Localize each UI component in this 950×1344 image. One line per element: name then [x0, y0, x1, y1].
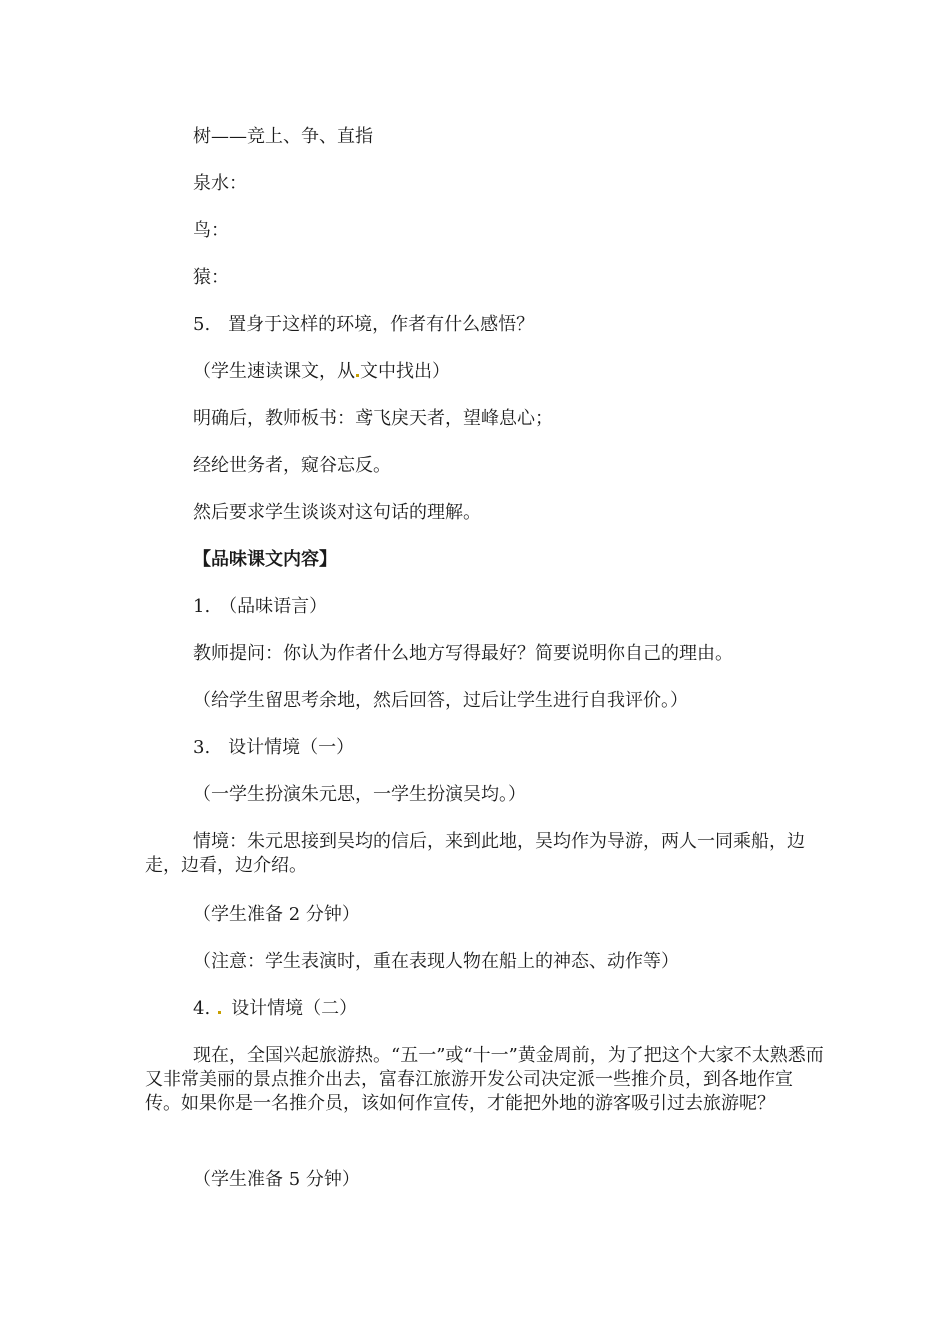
scenario-1-paragraph: 情境：朱元思接到吴均的信后，来到此地，吴均作为导游，两人一同乘船，边走，边看，边介绍。	[145, 831, 805, 876]
instruction-read-text-part2: 文中找出）	[360, 361, 450, 382]
text-spring-label: 泉水：	[193, 173, 247, 194]
performance-note: （注意：学生表演时，重在表现人物在船上的神态、动作等）	[193, 951, 679, 972]
text-line-tree: 树——竞上、争、直指	[193, 126, 373, 147]
mark-dot	[356, 374, 359, 377]
student-reflection-note: （给学生留思考余地，然后回答，过后让学生进行自我评价。）	[193, 690, 688, 711]
section-heading: 【品味课文内容】	[193, 549, 337, 570]
blackboard-line-2: 经纶世务者，窥谷忘反。	[193, 455, 391, 476]
mark-dot	[218, 1011, 221, 1014]
scenario-2-paragraph: 现在，全国兴起旅游热。“五一”或“十一”黄金周前，为了把这个大家不太熟悉而又非常美丽的景点推介出去，富春江旅游开发公司决定派一些推介员，到各地作宣传。如果你是一名推介员，该如何作宣传，才能把外地的游客吸引过去旅游呢？	[145, 1045, 824, 1114]
item-1-heading: 1. （品味语言）	[193, 596, 328, 617]
prep-time-2min: （学生准备 2 分钟）	[193, 904, 360, 925]
text-line-ape: 猿：	[193, 267, 229, 288]
item-4-title: 设计情境（二）	[231, 998, 358, 1019]
text-line-bird: 鸟：	[193, 220, 229, 241]
item-3-heading: 3. 设计情境（一）	[193, 737, 355, 758]
prep-time-5min: （学生准备 5 分钟）	[193, 1169, 360, 1190]
text-line-spring	[193, 172, 247, 196]
question-5: 5. 置身于这样的环境，作者有什么感悟？	[193, 314, 535, 335]
item-4-heading	[193, 997, 357, 1021]
instruction-read-text	[193, 360, 450, 384]
instruction-read-text-part1: （学生速读课文，从	[193, 361, 355, 382]
teacher-question: 教师提问：你认为作者什么地方写得最好？简要说明你自己的理由。	[193, 643, 733, 664]
discussion-instruction: 然后要求学生谈谈对这句话的理解。	[193, 502, 481, 523]
blackboard-line-1: 明确后，教师板书：鸢飞戾天者，望峰息心；	[193, 408, 553, 429]
role-play-note: （一学生扮演朱元思，一学生扮演吴均。）	[193, 784, 526, 805]
item-4-number: 4.	[193, 998, 211, 1019]
